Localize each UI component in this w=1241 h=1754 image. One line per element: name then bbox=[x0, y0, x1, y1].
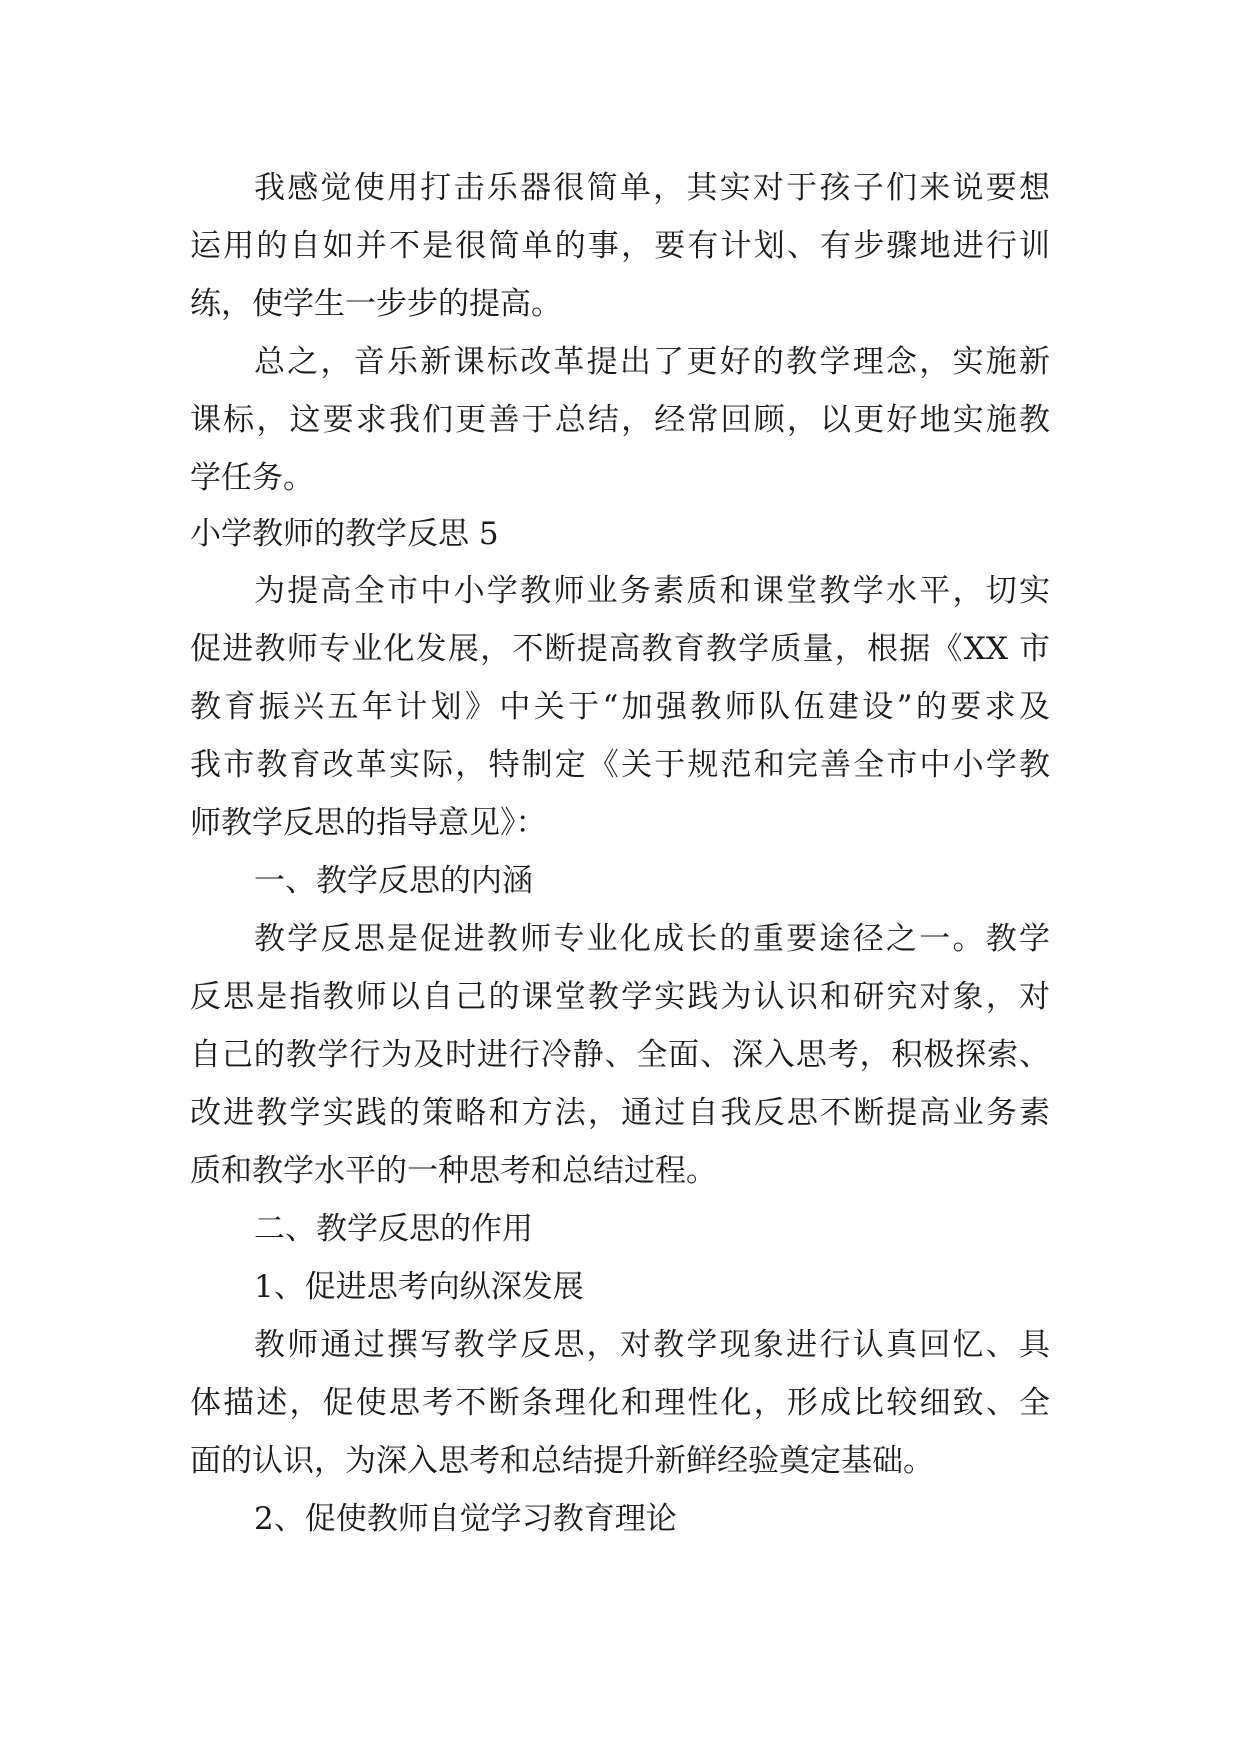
subheading: 二、教学反思的作用 bbox=[254, 1211, 533, 1247]
paragraph-line: 我市教育改革实际，特制定《关于规范和完善全市中小学教 bbox=[190, 747, 1050, 783]
subheading: 一、教学反思的内涵 bbox=[254, 863, 533, 899]
section-title: 小学教师的教学反思 5 bbox=[190, 516, 499, 552]
paragraph-line: 教师通过撰写教学反思，对教学现象进行认真回忆、具 bbox=[254, 1327, 1050, 1363]
paragraph-line: 改进教学实践的策略和方法，通过自我反思不断提高业务素 bbox=[190, 1095, 1050, 1131]
paragraph-line: 体描述，促使思考不断条理化和理性化，形成比较细致、全 bbox=[190, 1385, 1050, 1421]
paragraph-line: 运用的自如并不是很简单的事，要有计划、有步骤地进行训 bbox=[190, 228, 1050, 264]
paragraph-line: 我感觉使用打击乐器很简单，其实对于孩子们来说要想 bbox=[254, 170, 1050, 206]
paragraph-line: 练，使学生一步步的提高。 bbox=[190, 286, 562, 322]
paragraph-line: 师教学反思的指导意见》： bbox=[190, 805, 547, 841]
paragraph-line: 自己的教学行为及时进行冷静、全面、深入思考，积极探索、 bbox=[190, 1037, 1050, 1073]
paragraph-line: 促进教师专业化发展，不断提高教育教学质量，根据《XX 市 bbox=[190, 631, 1050, 667]
paragraph-line: 学任务。 bbox=[190, 460, 314, 496]
paragraph-line: 面的认识，为深入思考和总结提升新鲜经验奠定基础。 bbox=[190, 1443, 934, 1479]
paragraph-line: 教育振兴五年计划》中关于“加强教师队伍建设”的要求及 bbox=[190, 689, 1050, 725]
paragraph-line: 反思是指教师以自己的课堂教学实践为认识和研究对象，对 bbox=[190, 979, 1050, 1015]
paragraph-line: 为提高全市中小学教师业务素质和课堂教学水平，切实 bbox=[254, 573, 1050, 609]
subheading: 1、促进思考向纵深发展 bbox=[254, 1269, 584, 1305]
paragraph-line: 教学反思是促进教师专业化成长的重要途径之一。教学 bbox=[254, 921, 1050, 957]
subheading: 2、促使教师自觉学习教育理论 bbox=[254, 1501, 677, 1537]
paragraph-line: 课标，这要求我们更善于总结，经常回顾，以更好地实施教 bbox=[190, 402, 1050, 438]
paragraph-line: 质和教学水平的一种思考和总结过程。 bbox=[190, 1153, 717, 1189]
paragraph-line: 总之，音乐新课标改革提出了更好的教学理念，实施新 bbox=[254, 344, 1050, 380]
